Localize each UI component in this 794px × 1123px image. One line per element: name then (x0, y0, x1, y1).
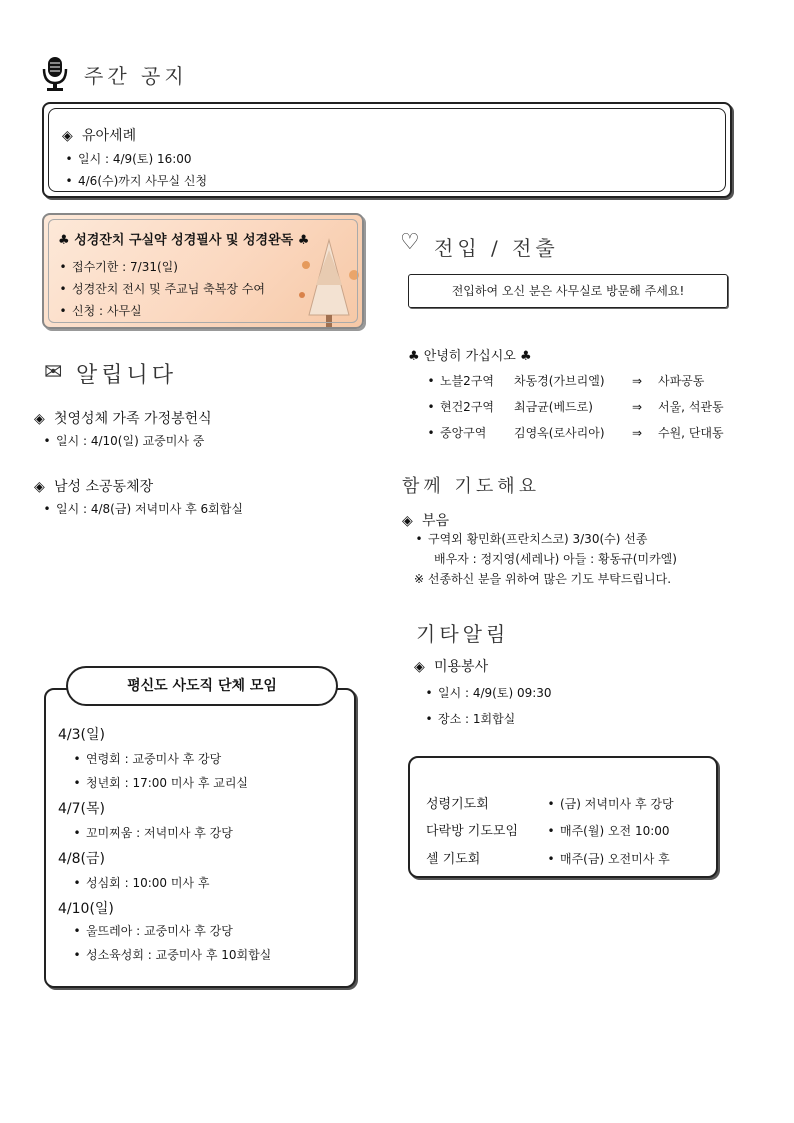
lay-groups-title: 평신도 사도직 단체 모임 (127, 678, 277, 694)
transfer-title: 전입 / 전출 (434, 236, 559, 260)
list-item: • 일시 : 4/9(토) 09:30 (425, 686, 552, 700)
list-item: • 성소육성회 : 교중미사 후 10회합실 (73, 948, 272, 962)
transfer-row: • 중앙구역 김영옥(로사리아) ⇒ 수원, 단대동 (427, 426, 724, 440)
list-item: • 일시 : 4/9(토) 16:00 (65, 152, 192, 166)
notices-title: 알립니다 (76, 363, 178, 388)
lay-groups-title-tab (66, 666, 338, 706)
other-item: ◈ 미용봉사 (414, 659, 489, 675)
weekly-notice-item (62, 125, 136, 145)
list-item: • 연령회 : 교중미사 후 강당 (73, 752, 222, 766)
lay-group-date: 4/3(일) (58, 727, 105, 743)
lay-group-date: 4/7(목) (58, 801, 105, 817)
transfer-notice-box: 전입하여 오신 분은 사무실로 방문해 주세요! (408, 274, 728, 308)
list-item: • 성심회 : 10:00 미사 후 (73, 876, 210, 890)
lay-group-date: 4/10(일) (58, 901, 114, 917)
club-icon: ♣ (519, 349, 532, 364)
club-icon: ♣ (408, 349, 420, 364)
list-item: • 일시 : 4/10(일) 교중미사 중 (43, 434, 205, 448)
bible-event-title: ♣ 성경잔치 구실약 성경필사 및 성경완독 ♣ (58, 233, 310, 248)
prayer-group-row: 성령기도회 • (금) 저녁미사 후 강당 (426, 797, 674, 812)
diamond-icon: ◈ (402, 513, 413, 529)
list-item: • 성경잔치 전시 및 주교님 축복장 수여 (59, 282, 265, 296)
list-item: • 청년회 : 17:00 미사 후 교리실 (73, 776, 249, 790)
transfer-row: • 노블2구역 차동경(가브리엘) ⇒ 사파공동 (427, 374, 705, 388)
club-icon: ♣ (297, 233, 310, 248)
diamond-icon: ◈ (34, 411, 45, 427)
other-title: 기타알림 (416, 622, 510, 646)
list-item: • 꼬미찌움 : 저녁미사 후 강당 (73, 826, 233, 840)
notices-item-1: ◈ 첫영성체 가족 가정봉헌식 (34, 411, 212, 427)
list-item: • 일시 : 4/8(금) 저녁미사 후 6회합실 (43, 502, 243, 516)
weekly-notice-title: 주간 공지 (84, 64, 188, 88)
diamond-icon: ◈ (414, 659, 425, 675)
list-item: • 접수기한 : 7/31(일) (59, 260, 178, 274)
diamond-icon: ◈ (62, 128, 73, 144)
notices-item-2: ◈ 남성 소공동체장 (34, 479, 154, 495)
diamond-icon: ◈ (34, 479, 45, 495)
prayer-group-row: 셀 기도회 • 매주(금) 오전미사 후 (426, 852, 670, 867)
list-item: • 신청 : 사무실 (59, 304, 142, 318)
envelope-icon: ✉ (44, 360, 63, 385)
list-item: 배우자 : 정지영(세레나) 아들 : 황동규(미카엘) (434, 552, 677, 566)
list-item: • 장소 : 1회합실 (425, 712, 516, 726)
prayer-title: 함께 기도해요 (402, 476, 541, 497)
weekly-notice-item-title: 유아세례 (82, 128, 137, 144)
farewell-title: ♣ 안녕히 가십시오 ♣ (408, 349, 532, 364)
heart-icon: ♡ (400, 230, 420, 255)
list-item: • 구역외 황민화(프란치스코) 3/30(수) 선종 (415, 532, 648, 546)
list-item: • 4/6(수)까지 사무실 신청 (65, 174, 208, 188)
club-icon: ♣ (58, 233, 70, 248)
lay-group-date: 4/8(금) (58, 851, 105, 867)
list-item: ※ 선종하신 분을 위하여 많은 기도 부탁드립니다. (414, 572, 672, 586)
microphone-icon (40, 55, 70, 93)
transfer-row: • 현건2구역 최금균(베드로) ⇒ 서울, 석관동 (427, 400, 724, 414)
prayer-item: ◈ 부음 (402, 513, 450, 529)
prayer-group-row: 다락방 기도모임 • 매주(월) 오전 10:00 (426, 824, 670, 839)
list-item: • 울뜨레아 : 교중미사 후 강당 (73, 924, 233, 938)
